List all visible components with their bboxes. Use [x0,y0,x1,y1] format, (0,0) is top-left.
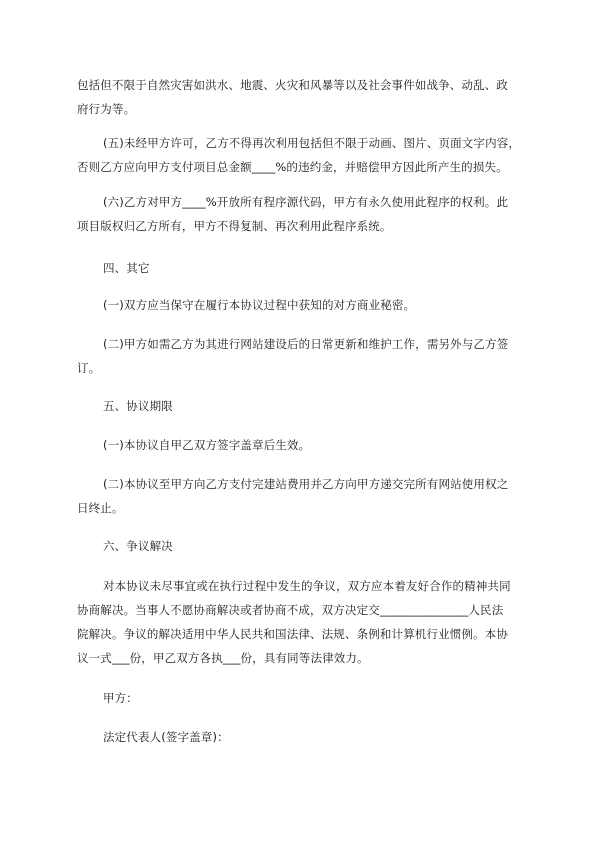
clause-5-2: (二)本协议至甲方向乙方支付完建站费用并乙方向甲方递交完所有网站使用权之 [103,477,509,491]
clause-6: (六)乙方对甲方____%开放所有程序源代码，甲方有永久使用此程序的权利。此 [103,195,509,209]
dispute-paragraph: 对本协议未尽事宜或在执行过程中发生的争议，双方应本着友好合作的精神共同 [103,579,511,593]
section-heading-4: 四、其它 [103,261,150,275]
clause-4-1: (一)双方应当保守在履行本协议过程中获知的对方商业秘密。 [103,298,416,312]
text-line: 否则乙方应向甲方支付项目总金额____%的违约金，并赔偿甲方因此所产生的损失。 [77,160,508,174]
clause-4-2: (二)甲方如需乙方为其进行网站建设后的日常更新和维护工作，需另外与乙方签 [103,337,509,351]
text-line: 日终止。 [77,501,124,515]
text-line: 议一式___份，甲乙双方各执___份，具有同等法律效力。 [77,651,369,665]
legal-representative-label: 法定代表人(签字盖章)： [103,730,229,744]
text-line: 包括但不限于自然灾害如洪水、地震、火灾和风暴等以及社会事件如战争、动乱、政 [77,78,509,92]
party-a-label: 甲方： [103,691,138,705]
section-heading-5: 五、协议期限 [103,399,173,413]
section-heading-6: 六、争议解决 [103,539,173,553]
clause-5: (五)未经甲方许可，乙方不得再次利用包括但不限于动画、图片、页面文字内容， [103,136,521,150]
text-line: 项目版权归乙方所有，甲方不得复制、再次利用此程序系统。 [77,219,392,233]
text-line: 协商解决。当事人不愿协商解决或者协商不成，双方决定交_______________人民法 [77,603,504,617]
text-line: 订。 [77,361,101,375]
text-line: 院解决。争议的解决适用中华人民共和国法律、法规、条例和计算机行业惯例。本协 [77,627,509,641]
text-line: 府行为等。 [77,102,136,116]
clause-5-1: (一)本协议自甲乙双方签字盖章后生效。 [103,438,311,452]
